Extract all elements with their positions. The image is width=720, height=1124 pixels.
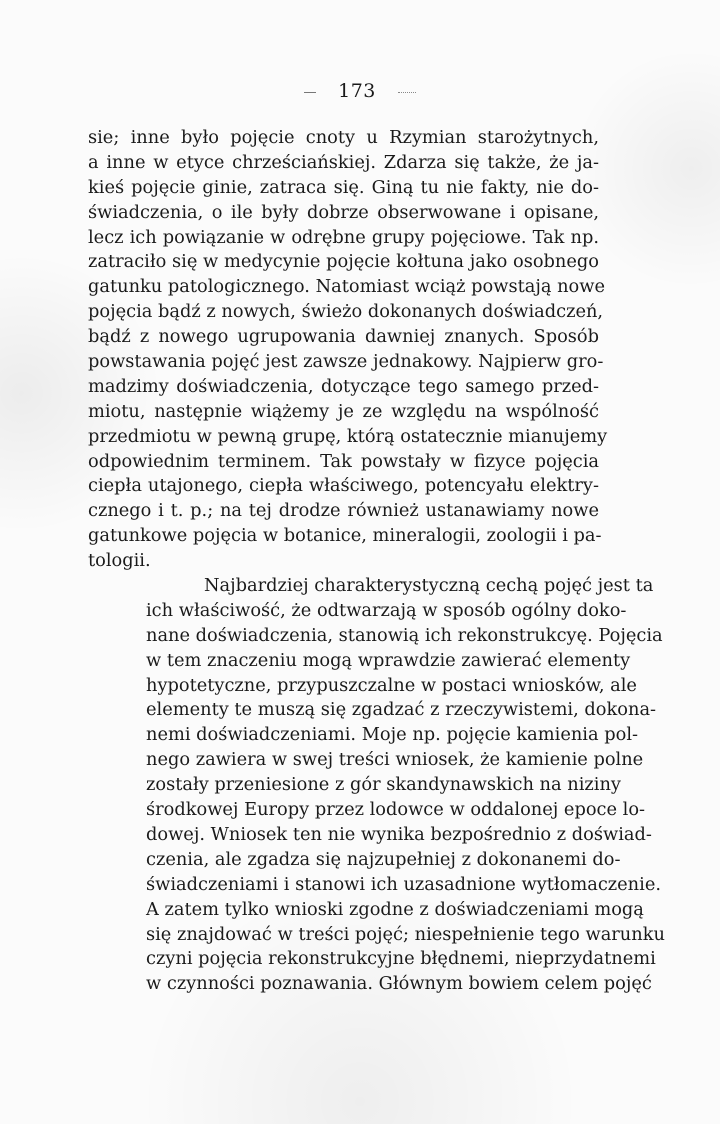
paragraph — [88, 126, 608, 574]
text-line: nane doświadczenia, stanowią ich rekonstrukcyę. Pojęcia — [146, 624, 663, 646]
text-line: ich właściwość, że odtwarzają w sposób ogólny doko- — [146, 599, 627, 621]
text-line: dowej. Wniosek ten nie wynika bezpośrednio z doświad- — [146, 823, 652, 845]
text-line: zostały przeniesione z gór skandynawskich na niziny — [146, 774, 621, 796]
text-line: nemi doświadczeniami. Moje np. pojęcie kamienia pol- — [146, 724, 639, 746]
text-line: środkowej Europy przez lodowce w oddalonej epoce lo- — [146, 799, 646, 821]
text-line: powstawania pojęć jest zawsze jednakowy. Najpierw gro- — [88, 351, 604, 373]
paragraph — [88, 574, 665, 997]
body-text — [88, 126, 665, 997]
text-line: kieś pojęcie ginie, zatraca się. Giną tu nie fakty, nie do- — [88, 176, 599, 198]
text-line: w tem znaczeniu mogą wprawdzie zawierać elementy — [146, 649, 631, 671]
text-line: w czynności poznawania. Głównym bowiem celem pojęć — [146, 973, 652, 995]
text-line: czyni pojęcia rekonstrukcyjne błędnemi, nieprzydatnemi — [146, 948, 656, 970]
text-line: się znajdować w treści pojęć; niespełnienie tego warunku — [146, 923, 665, 945]
text-line: lecz ich powiązanie w odrębne grupy pojęciowe. Tak np. — [88, 226, 599, 248]
text-line: zatraciło się w medycynie pojęcie kołtuna jako osobnego — [88, 251, 599, 273]
header-dash-right — [398, 92, 416, 93]
text-line: elementy te muszą się zgadzać z rzeczywistemi, dokona- — [146, 699, 657, 721]
text-line: świadczenia, o ile były dobrze obserwowane i opisane, — [88, 201, 599, 223]
header-dash-left — [304, 92, 316, 93]
text-line: gatunkowe pojęcia w botanice, mineralogii, zoologii i pa- — [88, 525, 602, 547]
text-line: pojęcia bądź z nowych, świeżo dokonanych doświadczeń, — [88, 301, 604, 323]
text-line: A zatem tylko wnioski zgodne z doświadczeniami mogą — [146, 898, 644, 920]
text-line: sie; inne było pojęcie cnoty u Rzymian starożytnych, — [88, 127, 599, 148]
text-line: świadczeniami i stanowi ich uzasadnione wytłomaczenie. — [146, 873, 661, 895]
text-line: bądź z nowego ugrupowania dawniej znanych. Sposób — [88, 326, 599, 348]
page-number: 173 — [338, 80, 376, 102]
text-line: Najbardziej charakterystyczną cechą pojęć jest ta — [204, 575, 654, 597]
text-line: nego zawiera w swej treści wniosek, że kamienie polne — [146, 749, 644, 771]
text-line: przedmiotu w pewną grupę, którą ostatecznie mianujemy — [88, 425, 608, 447]
text-line: a inne w etyce chrześciańskiej. Zdarza się także, że ja- — [88, 151, 599, 173]
text-line: czenia, ale zgadza się najzupełniej z dokonanemi do- — [146, 848, 621, 870]
page-header — [0, 80, 720, 102]
text-line: hypotetyczne, przypuszczalne w postaci wniosków, ale — [146, 674, 637, 696]
text-line: cznego i t. p.; na tej drodze również ustanawiamy nowe — [88, 500, 599, 522]
text-line: madzimy doświadczenia, dotyczące tego samego przed- — [88, 375, 599, 397]
text-line: tologii. — [88, 550, 151, 572]
text-line: gatunku patologicznego. Natomiast wciąż powstają nowe — [88, 276, 606, 298]
text-line: miotu, następnie wiążemy je ze względu na wspólność — [88, 400, 599, 422]
text-line: ciepła utajonego, ciepła właściwego, potencyału elektry- — [88, 475, 599, 497]
text-line: odpowiednim terminem. Tak powstały w fizyce pojęcia — [88, 450, 599, 472]
